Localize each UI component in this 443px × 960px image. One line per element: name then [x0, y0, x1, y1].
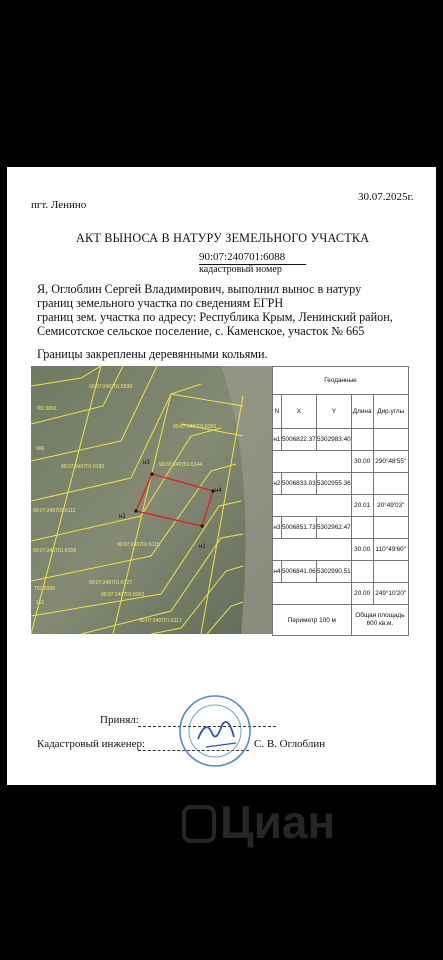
- segment-1-angle: 290°48'55": [373, 451, 408, 473]
- watermark: [180, 793, 410, 853]
- column-y: Y: [316, 395, 351, 429]
- parcel-map: [31, 366, 272, 634]
- map-label-6158: 90:07:240701:6158: [33, 548, 77, 554]
- engineer-label: Кадастровый инженер:: [37, 738, 146, 750]
- map-label-6144: 90:07:240701:6144: [159, 462, 203, 468]
- point-n4-name: н4: [273, 561, 282, 583]
- point-n1-name: н1: [273, 429, 282, 451]
- date: 30.07.2025г.: [358, 191, 414, 203]
- segment-2-angle: 20°49'03": [373, 495, 408, 517]
- point-n2-y: 5302955.36: [316, 473, 351, 495]
- map-label-151: 151: [36, 600, 45, 606]
- markers-note: Границы закреплены деревянными кольями.: [37, 347, 268, 361]
- place: пгт. Ленино: [31, 199, 87, 211]
- watermark-text: Циан: [220, 796, 336, 848]
- accepted-label: Принял:: [100, 714, 139, 726]
- segment-2-length: 20.01: [351, 495, 373, 517]
- map-label-6190: 90:07:240701:6190: [61, 464, 105, 470]
- map-label-6127: 90:07:240701:6127: [89, 580, 133, 586]
- map-label-166: 166: [36, 446, 45, 452]
- point-n4-y: 5302990.51: [316, 561, 351, 583]
- column-angle: Дир.углы: [373, 395, 408, 429]
- cadastral-number: 90:07:240701:6088: [199, 251, 286, 263]
- map-label-6117: 90:07:240701:6117: [139, 618, 182, 624]
- watermark-logo-icon: [184, 807, 214, 841]
- map-label-6111: 90:07:240701:6111: [33, 508, 76, 514]
- body-line-1: Я, Оглоблин Сергей Владимирович, выполнил вынос в натуру: [37, 282, 362, 296]
- body-line-2: границ земельного участка по сведениям ЕГРН: [37, 296, 284, 310]
- point-n3-x: 5006851.73: [281, 517, 316, 539]
- point-n1-x: 5006822.37: [281, 429, 316, 451]
- geodata-table: [272, 366, 409, 636]
- segment-4-length: 20.00: [351, 583, 373, 605]
- segment-1-length: 30.00: [351, 451, 373, 473]
- map-label-5930: 90:07:240701:5930: [89, 384, 133, 390]
- engineer-name: С. В. Оглоблин: [254, 738, 326, 750]
- point-n4-x: 5006841.06: [281, 561, 316, 583]
- cadastral-caption: кадастровый номер: [199, 264, 282, 275]
- column-x: X: [281, 395, 316, 429]
- column-length: Длина: [351, 395, 373, 429]
- point-label-n3: н3: [143, 460, 150, 466]
- point-label-n4: н4: [215, 488, 222, 494]
- point-n1-y: 5302983.40: [316, 429, 351, 451]
- point-n3-y: 5302962.47: [316, 517, 351, 539]
- body-line-3: границ зем. участка по адресу: Республика Крым, Ленинский район,: [37, 310, 393, 324]
- stamp-seal: [176, 693, 254, 769]
- map-label-6093: 90:07:240701:6093: [101, 592, 145, 598]
- map-label-6115: 90:07:240701:6115: [117, 542, 160, 548]
- total-area: Общая площадь 600 кв.м.: [351, 605, 408, 636]
- segment-4-angle: 249°10'20": [373, 583, 408, 605]
- point-n3-name: н3: [273, 517, 282, 539]
- point-n2-x: 5006833.03: [281, 473, 316, 495]
- column-n: N: [273, 395, 282, 429]
- point-n2-name: н2: [273, 473, 282, 495]
- point-label-n2: н2: [119, 514, 126, 520]
- body-line-4: Семисотское сельское поселение, с. Каменское, участок № 665: [37, 324, 365, 338]
- map-label-6091: 701:6091: [36, 406, 57, 412]
- point-label-n1: н1: [199, 544, 206, 550]
- perimeter: Периметр 100 м: [273, 605, 352, 636]
- segment-3-length: 30.00: [351, 539, 373, 561]
- segment-3-angle: 110°49'60": [373, 539, 408, 561]
- document-title: АКТ ВЫНОСА В НАТУРУ ЗЕМЕЛЬНОГО УЧАСТКА: [76, 231, 370, 245]
- map-label-6200: 90:07:240701:6200: [173, 424, 217, 430]
- geodata-header: Геоданные: [273, 367, 409, 395]
- map-label-6099: 701:6099: [34, 586, 55, 592]
